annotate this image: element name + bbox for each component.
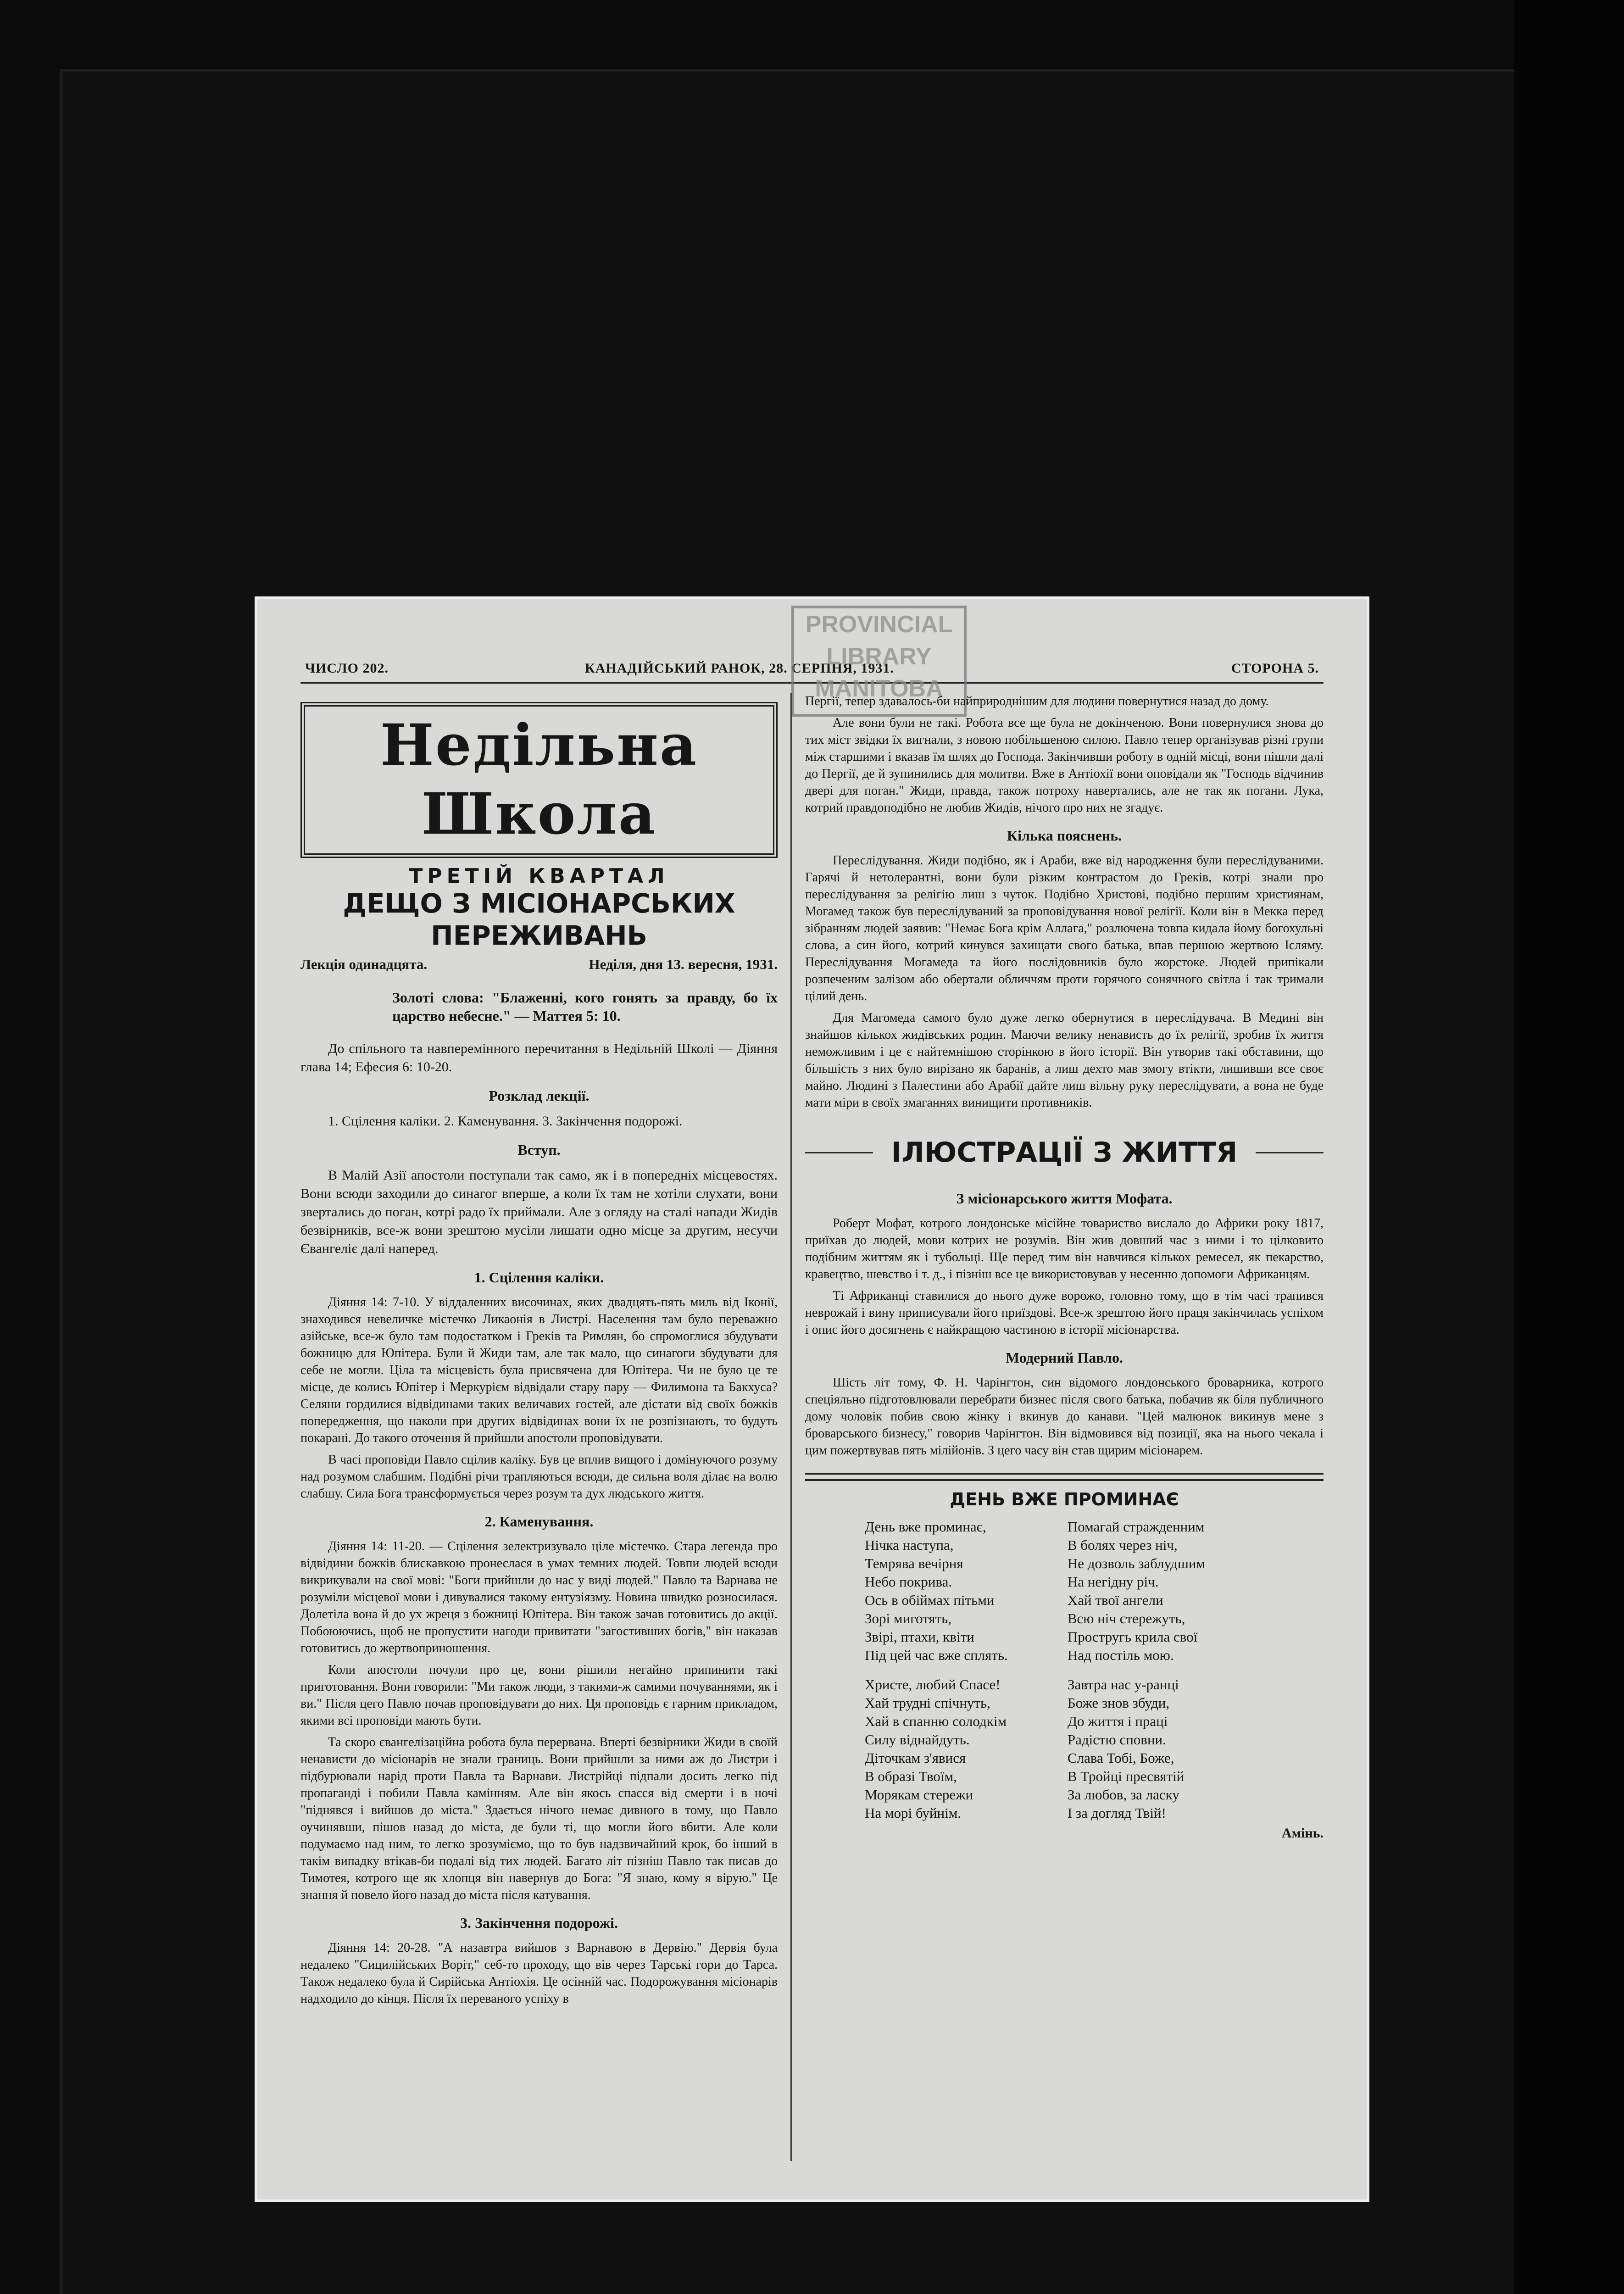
newspaper-page	[255, 596, 1369, 2202]
heading-rule	[1256, 1152, 1324, 1153]
heading-rule	[805, 1152, 873, 1153]
section-masthead: Недільна Школа	[300, 702, 778, 858]
poem-line: В Тройці пресвятій	[1067, 1768, 1185, 1784]
lesson-info	[300, 955, 778, 974]
story-1-paragraph: Ті Африканці ставилися до нього дуже ворожо, головно тому, що в тім часі трапився неврожай і вину приписували його приїздові. Все-ж зрештою його праця закінчилась успіхом і опис його досягнень є найкращою частиною в історії місіонарства.	[805, 1289, 1324, 1337]
poem-line: Небо покрива.	[865, 1574, 952, 1590]
illustrations-title: ІЛЮСТРАЦІЇ З ЖИТТЯ	[891, 1136, 1238, 1169]
intro-heading: Вступ.	[517, 1141, 561, 1158]
section-2-paragraph: Коли апостоли почули про це, вони рішили негайно припинити такі приготовання. Вони говорили: "Ми також люди, з такими-ж самими почуваннями, як і ви." Після цего Павло почав проповідувати до них. Ця проповідь є гарним прикладом, якими всі проповіди мають бути.	[300, 1663, 778, 1728]
illustrations-heading	[805, 1134, 1324, 1171]
poem-line: На негідну річ.	[1067, 1574, 1159, 1590]
poem-line: В болях через ніч,	[1067, 1537, 1178, 1553]
poem-line: Нічка наступа,	[865, 1537, 954, 1553]
story-1-paragraph: Роберт Мофат, котрого лондонське місійне товариство вислало до Африки року 1817, приїхав до людей, мови котрих не розумів. Він жив довший час з ними і то цілковито подібним життям як і тубольці. Ще перед тим він навчився кількох ремесел, як пекарство, кравецтво, шевство і т. д., і пізніш все це використовував у несенню допомоги Африканцям.	[805, 1216, 1324, 1281]
poem-line: Простругь крила свої	[1067, 1629, 1198, 1645]
section-3-heading: 3. Закінчення подорожі.	[460, 1915, 618, 1931]
notes-heading: Кілька пояснень.	[1007, 827, 1122, 844]
poem-line: Не дозволь заблудшим	[1067, 1555, 1206, 1571]
paragraph: Але вони були не такі. Робота все ще була не докінченою. Вони повернулися знова до тих міст звідки їх вигнали, з новою побільшеною силою. Павло тепер організував різні групи між старшими і вказав їм шлях до Господа. Закінчивши роботу в одній місці, вони пішли далі до Пергії, де й зупинились для молитви. Вже в Антіохії вони оповідали як "Господь відчинив двері для поган." Жиди, правда, також потроху навертались, але не так як погани. Лука, котрий правдоподібно не любив Жидів, нічого про них не згадує.	[805, 716, 1324, 815]
lesson-date: Неділя, дня 13. вересня, 1931.	[589, 956, 778, 972]
right-column	[805, 693, 1324, 1843]
poem-line: День вже проминає,	[865, 1519, 986, 1535]
poem-line: Всю ніч стережуть,	[1067, 1610, 1185, 1626]
page-number: СТОРОНА 5.	[1231, 661, 1319, 676]
continued-text: Пергії, тепер здавалось-би найприроднішим для людини повернутися назад до дому.	[805, 694, 1269, 708]
lesson-title: ДЕЩО З МІСІОНАРСЬКИХ ПЕРЕЖИВАНЬ	[343, 888, 735, 951]
poem-line: На морі буйнім.	[865, 1805, 962, 1821]
poem-stanza	[865, 1518, 1008, 1665]
poem-line: Слава Тобі, Боже,	[1067, 1750, 1174, 1766]
poem-line: Темрява вечірня	[865, 1555, 963, 1571]
paper-dateline: КАНАДІЙСЬКИЙ РАНОК, 28. СЕРПНЯ, 1931.	[585, 661, 894, 676]
poem-line: Морякам стережи	[865, 1787, 973, 1803]
stamp-line-2: LIBRARY	[826, 643, 932, 670]
poem-line: Хай трудні спічнуть,	[865, 1695, 990, 1711]
poem-stanza	[1068, 1676, 1205, 1822]
left-column	[300, 693, 778, 2012]
poem-line: За любов, за ласку	[1067, 1787, 1179, 1803]
lesson-number: Лекція одинадцята.	[300, 956, 428, 972]
section-1-paragraph: В часі проповіди Павло сцілив каліку. Був це вплив вищого і домінуючого розуму над розумом слабшим. Подібні річи трапляються всюди, де сильна воля ділає на волю слабшу. Сила Бога трансформується через розум та дух людського життя.	[300, 1453, 778, 1501]
section-2-paragraph: Діяння 14: 11-20. — Сцілення зелектризувало ціле містечко. Стара легенда про відвідини божків блискавкою пронеслася в умах темних людей. Товпи людей всюди викрикували на свої мові: "Боги прийшли до нас у виді людей." Павло та Варнава не розуміли місцевої мови і дивувалися такому ентузіязму. Новина швидко розносилася. Долетіла вона й до ух жреця з божниці Юпітера. Він також зачав готовитись до акції. Побоюючись, щоб не пропустити нагоди привитати "загостивших богів," він наказав готовитись до жертвоприношення.	[300, 1539, 778, 1655]
poem-line: Завтра нас у-ранці	[1067, 1676, 1179, 1693]
golden-words: Золоті слова: "Блаженні, кого гонять за правду, бо їх царство небесне." — Маттея 5: 10.	[392, 989, 778, 1024]
film-edge	[1514, 0, 1624, 2294]
poem-line: І за догляд Твій!	[1067, 1805, 1166, 1821]
section-1-heading: 1. Сцілення каліки.	[474, 1269, 604, 1286]
poem-signoff: Амінь.	[1281, 1826, 1324, 1841]
schedule-text: 1. Сцілення каліки. 2. Каменування. 3. Закінчення подорожі.	[328, 1114, 683, 1129]
poem-line: Над постіль мою.	[1067, 1647, 1174, 1663]
poem-line: Христе, любий Спасе!	[865, 1676, 1001, 1693]
stamp-line-3: MANITOBA	[815, 675, 943, 702]
poem-line: Діточкам з'явися	[865, 1750, 966, 1766]
poem-line: Хай в спанню солодкім	[865, 1713, 1007, 1729]
poem-stanza	[1068, 1518, 1205, 1665]
poem	[805, 1518, 1324, 1833]
poem-line: Хай твої ангели	[1067, 1592, 1163, 1608]
persecution-paragraph: Для Магомеда самого було дуже легко обернутися в переслідувача. В Медині він знайшов кількох жидівських родин. Маючи велику ненависть до їх релігії, зробив їх життя неможливим і це є найтемнішою сторінкою в його історії. Він утворив такі обставини, що більшість з них було вирізано як баранів, а лиш дехто мав змогу втікти, лишивши все своє майно. Людині з Палестини або Арабії дайте лиш вільну руку переслідувати, а вона не буде мати міри в своїх змаганнях винищити противників.	[805, 1011, 1324, 1110]
story-2-heading: Модерний Павло.	[1005, 1349, 1123, 1366]
quarter-heading: ТРЕТІЙ КВАРТАЛ	[409, 864, 669, 888]
double-rule	[805, 1473, 1324, 1481]
poem-line: В образі Твоїм,	[865, 1768, 957, 1784]
story-1-heading: З місіонарського життя Мофата.	[956, 1190, 1173, 1207]
section-1-paragraph: Діяння 14: 7-10. У віддаленних височинах, яких двадцять-пять миль від Іконії, знаходився невеличке містечко Ликаонія в Листрі. Населення там було переважно азійське, все-ж було там подостатком і Греків та Римлян, бо спромоглися збудувати божницю для Юпітера. Були й Жиди там, але так мало, що синагоги збудувати для себе не могли. Ціла та місцевість була присвячена для Юпітера. Чи не було це те місце, де колись Юпітер і Меркурієм відвідали стару пару — Филимона та Бакхуса? Селяни гордилися відвідинами таких величавих гостей, але дістати від своїх божків попередження, що наколи при других відвідинах вони їх не розпізнають, то будуть покарані. До такого оточення й прийшли апостоли проповідувати.	[300, 1295, 778, 1445]
poem-title: ДЕНЬ ВЖЕ ПРОМИНАЄ	[950, 1489, 1179, 1509]
poem-line: Під цей час вже сплять.	[865, 1647, 1008, 1663]
poem-line: Помагай стражденним	[1067, 1519, 1205, 1535]
section-3-paragraph: Діяння 14: 20-28. "А назавтра вийшов з Варнавою в Дервію." Дервія була недалеко "Сицилійських Воріт," себ-то проходу, що вів через Тарські гори до Тарса. Також недалеко була й Сирійська Антіохія. Це осінній час. Подорожування місіонарів надходило до кінця. Після їх переваного успіху в	[300, 1941, 778, 2006]
poem-column-left	[865, 1518, 1008, 1833]
poem-line: Звірі, птахи, квіти	[865, 1629, 974, 1645]
story-2-paragraph: Шість літ тому, Ф. Н. Чарінгтон, син відомого лондонського броварника, котрого спеціяльно підготовлювали перебрати бизнес після свого батька, побачив як біля публичного дому чоловік побив свою жінку і вкинув до канави. "Цей малюнок викинув мене з броварського бизнесу," говорив Чарінгтон. Він відмовився від позиції, яка на нього чекала і цим пожертвував пять мілійонів. З цего часу він став щирим місіонарем.	[805, 1375, 1324, 1458]
column-divider	[790, 693, 792, 2161]
poem-column-right	[1068, 1518, 1205, 1833]
schedule-heading: Розклад лекції.	[489, 1087, 590, 1104]
poem-stanza	[865, 1676, 1008, 1822]
intro-text: В Малій Азії апостоли поступали так само, як і в попередніх місцевостях. Вони всюди заходили до синагог вперше, а коли їх там не хотіли слухати, вони звертались до поган, котрі радо їх приймали. Але з огляду на сталі напади Жидів безвірників, все-ж вони зрештою мусіли лишати одно місце за другим, несучи Євангеліє далі наперед.	[300, 1168, 778, 1256]
poem-line: Ось в обіймах пітьми	[865, 1592, 995, 1608]
poem-line: До життя і праці	[1067, 1713, 1168, 1729]
poem-line: Радістю сповни.	[1067, 1732, 1166, 1748]
poem-line: Боже знов збуди,	[1067, 1695, 1170, 1711]
poem-line: Силу віднайдуть.	[865, 1732, 970, 1748]
section-2-paragraph: Та скоро євангелізаційна робота була перервана. Вперті безвірники Жиди в своїй ненависти до місіонарів не знали границь. Вони прийшли за ними аж до Листри і підбурювали нарід проти Павла та Варнави. Листрійці підпали досить легко під пропаганді і побили Павла камінням. Але він якось спасся від смерти і в ночі "піднявся і вийшов до міста." Здається нічого немає дивного в тому, що Павло оучинявши, пішов назад до міста, де були ті, що могли його вбити. Але коли подумаємо над ним, то легко зрозуміємо, що то був надзвичайний крок, бо інший в такім випадку втікав-би подалі від тих людей. Багато літ пізніш Павло так писав до Тимотея, котрого ще як хлопця він навернув до Бога: "Я знаю, кому я вірую." Це знання й повело його назад до міста після катування.	[300, 1735, 778, 1902]
persecution-paragraph: Переслідування. Жиди подібно, як і Араби, вже від народження були переслідуваними. Гарячі й нетолерантні, вони були різким контрастом до Греків, котрі знали про переслідування за релігію лиш з чуток. Подібно Христові, подібно першим християнам, Могамед також був переслідуваний за проповідування нової релігії. Коли він в Мекка перед зібранням людей заявив: "Немає Бога крім Аллага," розлючена товпа кидала йому богохульні слова, а син його, котрий кинувся захищати свого батька, впав першою жертвою Ісляму. Переслідування Могамеда та його послідовників було жорстоке. Людей припікали розпеченим залізом або обертали обличчям проти горячого сонячного світла і так тримали цілий день.	[805, 853, 1324, 1003]
issue-number: ЧИСЛО 202.	[305, 661, 389, 676]
poem-line: Зорі миготять,	[865, 1610, 951, 1626]
stamp-line-1: PROVINCIAL	[805, 611, 953, 638]
section-2-heading: 2. Каменування.	[484, 1513, 594, 1530]
reading-instruction: До спільного та навперемінного перечитання в Недільній Школі — Діяння глава 14; Ефесия 6: 10-20.	[300, 1041, 778, 1075]
